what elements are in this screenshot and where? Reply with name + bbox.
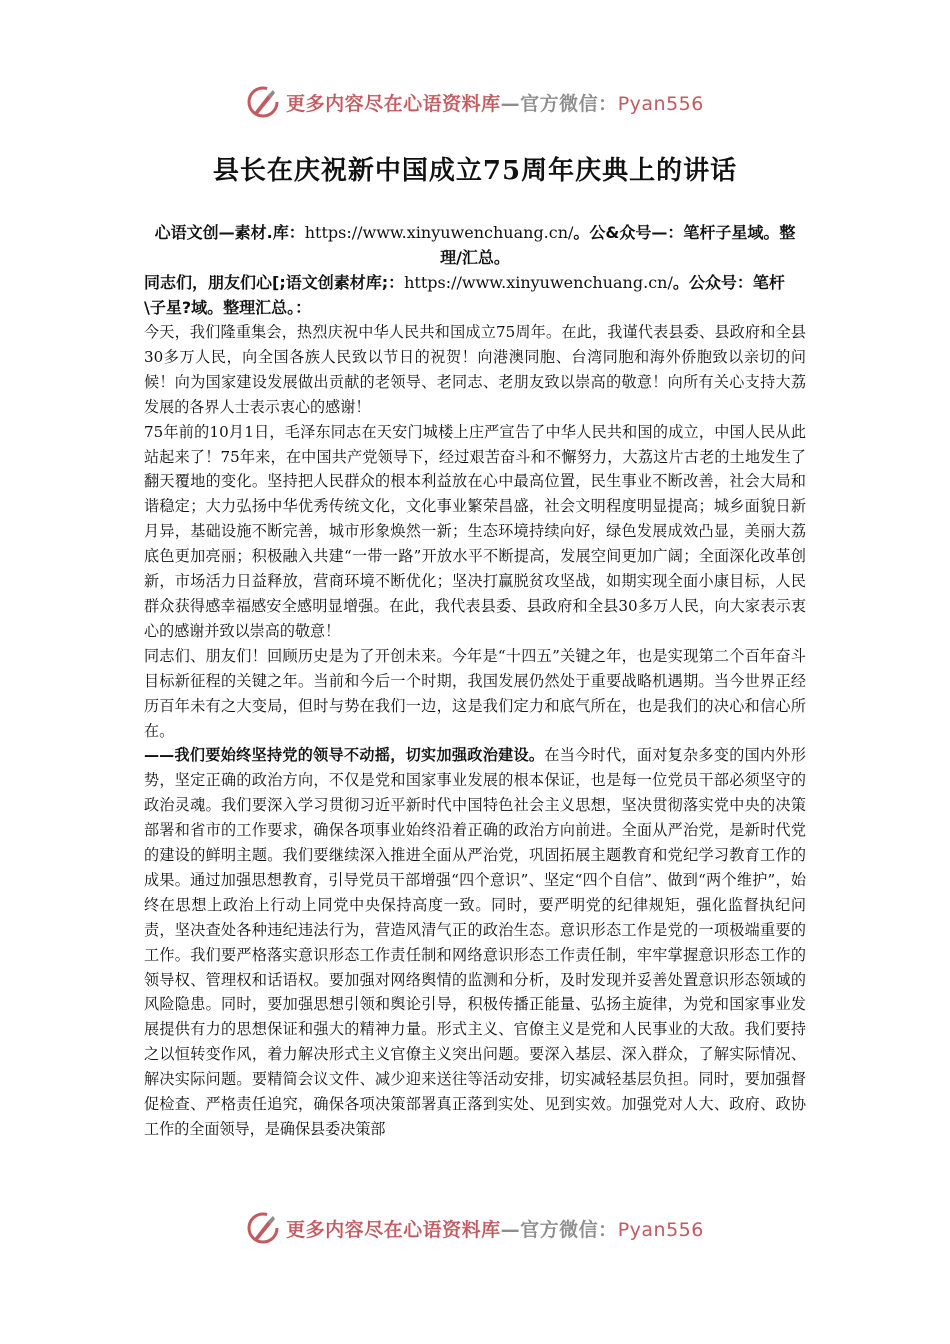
source-line-2-suffix: 。公众号：笔杆\子星?域。整理汇总。： [144,273,785,317]
pen-circle-logo-icon [246,1211,280,1245]
section-body-text: 在当今时代，面对复杂多变的国内外形势，坚定正确的政治方向，不仅是党和国家事业发展的根本保证，也是每一位党员干部必须坚守的政治灵魂。我们要深入学习贯彻习近平新时代中国特色社会主义思想，坚决贯彻落实党中央的决策部署和省市的工作要求，确保各项事业始终沿着正确的政治方向前进。全面从严治党，是新时代党的建设的鲜明主题。我们要继续深入推进全面从严治党，巩固拓展主题教育和党纪学习教育工作的成果。通过加强思想教育，引导党员干部增强“四个意识”、坚定“四个自信”、做到“两个维护”，始终在思想上政治上行动上同党中央保持高度一致。同时，要严明党的纪律规矩，强化监督执纪问责，坚决查处各种违纪违法行为，营造风清气正的政治生态。意识形态工作是党的一项极端重要的工作。我们要严格落实意识形态工作责任制和网络意识形态工作责任制，牢牢掌握意识形态工作的领导权、管理权和话语权。要加强对网络舆情的监测和分析，及时发现并妥善处置意识形态领域的风险隐患。同时，要加强思想引领和舆论引导，积极传播正能量、弘扬主旋律，为党和国家事业发展提供有力的思想保证和强大的精神力量。形式主义、官僚主义是党和人民事业的大敌。我们要持之以恒转变作风，着力解决形式主义官僚主义突出问题。要深入基层、深入群众，了解实际情况、解决实际问题。要精简会议文件、减少迎来送往等活动安排，切实减轻基层负担。同时，要加强督促检查、严格责任追究，确保各项决策部署真正落到实处、见到实效。加强党对人大、政府、政协工作的全面领导，是确保县委决策部 [144,746,806,1138]
banner-wechat-id: Pyan556 [617,1218,704,1241]
source-line-1 [144,220,806,270]
header-banner-text [286,89,704,116]
banner-wechat-id: Pyan556 [617,92,704,115]
source-notes [144,220,806,320]
source-line-1-suffix: 。公&众号—：笔杆子星域。整理/汇总。 [440,223,796,267]
paragraph-3: 同志们、朋友们！回顾历史是为了开创未来。今年是“十四五”关键之年，也是实现第二个百年奋斗目标新征程的关键之年。当前和今后一个时期，我国发展仍然处于重要战略机遇期。当今世界正经历百年未有之大变局，但时与势在我们一边，这是我们定力和底气所在，也是我们的决心和信心所在。 [144,646,806,740]
banner-wechat-label: —官方微信： [500,1218,618,1241]
paragraph-4 [144,743,806,1142]
document-title: 县长在庆祝新中国成立75周年庆典上的讲话 [212,156,738,186]
banner-library-text: 更多内容尽在心语资料库 [286,1218,501,1241]
paragraph-2: 75年前的10月1日，毛泽东同志在天安门城楼上庄严宣告了中华人民共和国的成立，中国人民从此站起来了！75年来，在中国共产党领导下，经过艰苦奋斗和不懈努力，大荔这片古老的土地发生了翻天覆地的变化。坚持把人民群众的根本利益放在心中最高位置，民生事业不断改善，社会大局和谐稳定；大力弘扬中华优秀传统文化，文化事业繁荣昌盛，社会文明程度明显提高；城乡面貌日新月异，基础设施不断完善，城市形象焕然一新；生态环境持续向好，绿色发展成效凸显，美丽大荔底色更加亮丽；积极融入共建“一带一路”开放水平不断提高，发展空间更加广阔；全面深化改革创新，市场活力日益释放，营商环境不断优化；坚决打赢脱贫攻坚战，如期实现全面小康目标，人民群众获得感幸福感安全感明显增强。在此，我代表县委、县政府和全县30多万人民，向大家表示衷心的感谢并致以崇高的敬意！ [144,422,806,640]
section-lead-heading: ——我们要始终坚持党的领导不动摇，切实加强政治建设。 [144,746,545,765]
header-watermark-banner [0,78,950,126]
source-line-1-url: https://www.xinyuwenchuang.cn/ [304,223,574,242]
source-line-1-prefix: 心语文创—素材.库： [154,223,305,242]
footer-banner-text [286,1215,704,1242]
source-line-2 [144,270,806,320]
source-line-2-url: https://www.xinyuwenchuang.cn/ [404,273,673,292]
banner-library-text: 更多内容尽在心语资料库 [286,92,501,115]
source-line-2-prefix: 同志们，朋友们心[;语文创素材库;： [144,273,405,292]
banner-wechat-label: —官方微信： [500,92,618,115]
pen-circle-logo-icon [246,85,280,119]
speech-body [144,320,806,1142]
paragraph-1: 今天，我们隆重集会，热烈庆祝中华人民共和国成立75周年。在此，我谨代表县委、县政府和全县30多万人民，向全国各族人民致以节日的祝贺！向港澳同胞、台湾同胞和海外侨胞致以亲切的问候！向为国家建设发展做出贡献的老领导、老同志、老朋友致以崇高的敬意！向所有关心支持大荔发展的各界人士表示衷心的感谢！ [144,323,806,416]
footer-watermark-banner [0,1204,950,1252]
